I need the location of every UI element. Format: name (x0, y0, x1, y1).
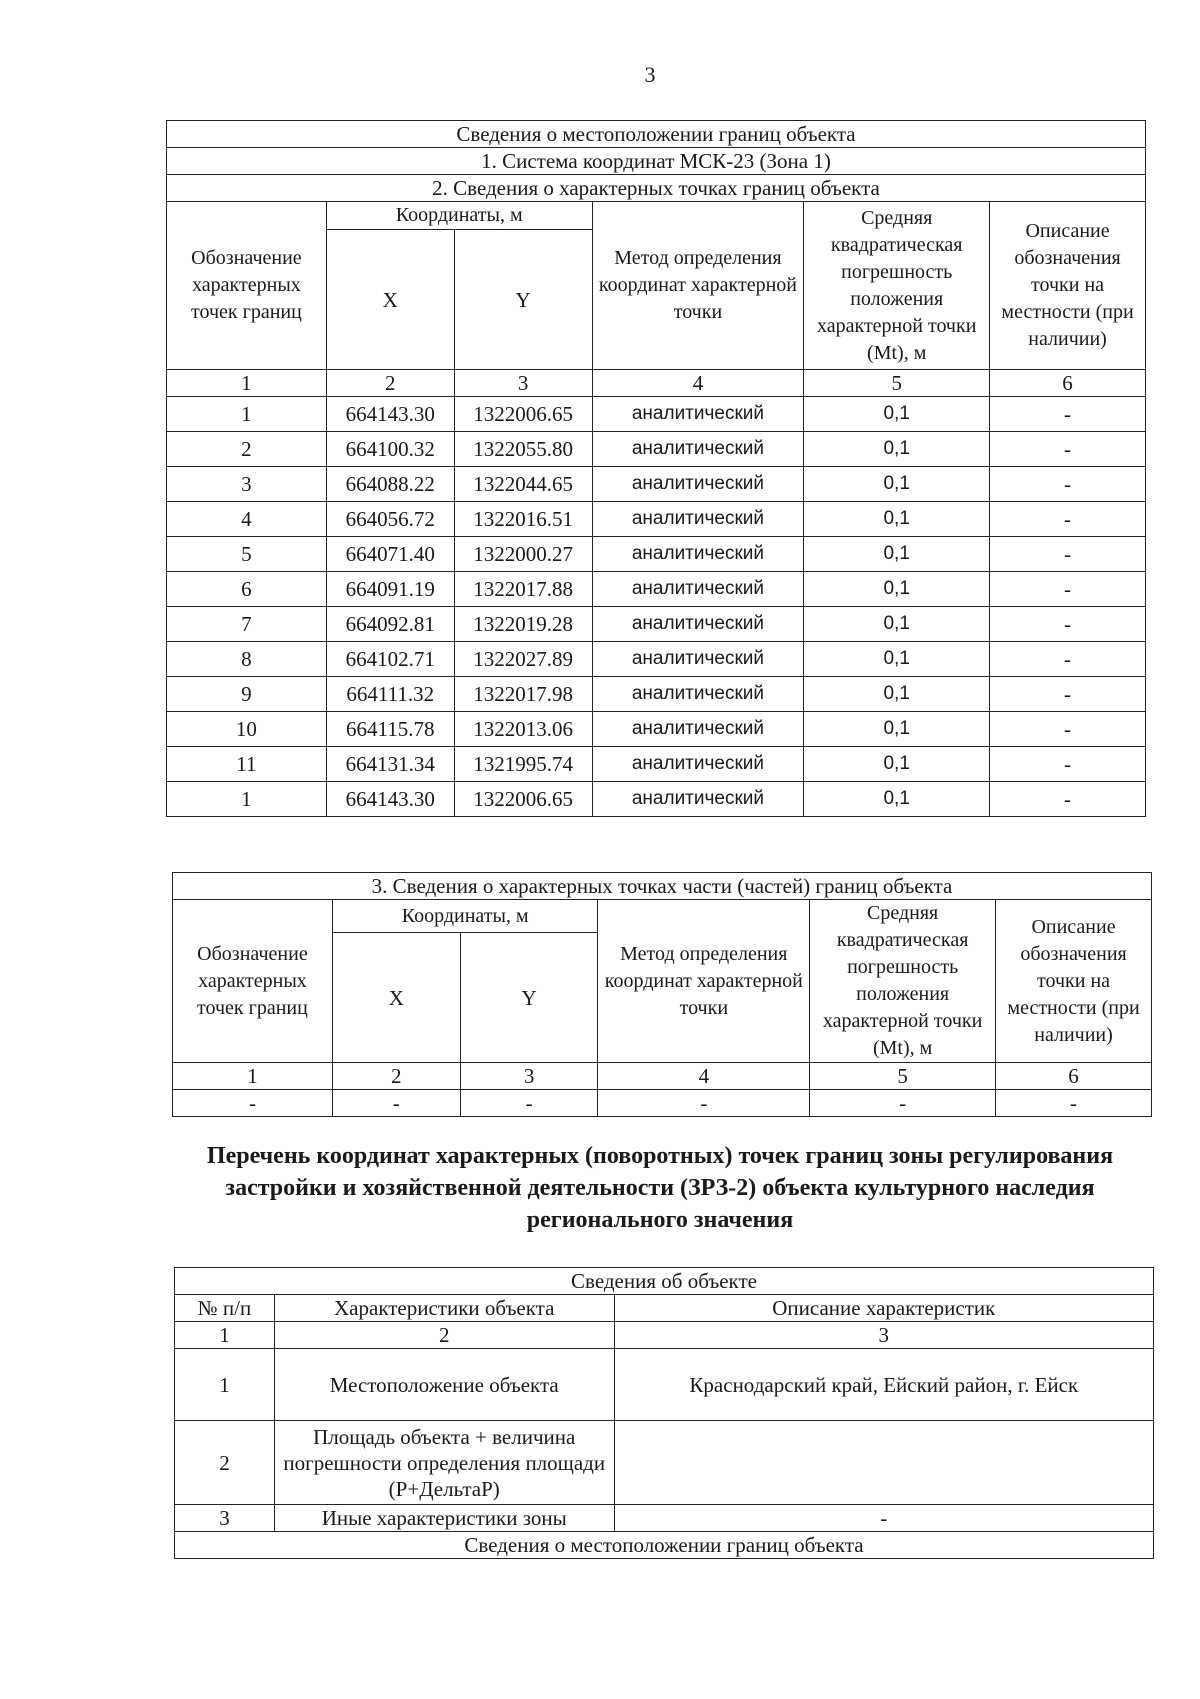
method: аналитический (592, 537, 804, 572)
table-cell: - (173, 1090, 333, 1117)
method: аналитический (592, 397, 804, 432)
col-number: 1 (175, 1322, 275, 1349)
col-number: 3 (454, 370, 592, 397)
point-number: 8 (167, 642, 327, 677)
col-number: 1 (167, 370, 327, 397)
document-heading: Перечень координат характерных (поворотных) точек границ зоны регулирования застройки и хозяйственной деятельности (ЗРЗ-2) объекта культурного наследия регионального значения (206, 1143, 1114, 1233)
table-row (167, 572, 1146, 607)
row-description: Краснодарский край, Ейский район, г. Ейск (614, 1349, 1153, 1421)
header-coordinates: Координаты, м (326, 202, 592, 230)
table-footer: Сведения о местоположении границ объекта (175, 1532, 1154, 1559)
table-row (167, 432, 1146, 467)
col-number: 4 (592, 370, 804, 397)
description: - (990, 642, 1146, 677)
x-coordinate: 664131.34 (326, 747, 454, 782)
method: аналитический (592, 712, 804, 747)
table-row (167, 712, 1146, 747)
header-characteristic: Характеристики объекта (274, 1295, 614, 1322)
description: - (990, 607, 1146, 642)
section-heading: 2. Сведения о характерных точках границ объекта (167, 175, 1146, 202)
row-description (614, 1421, 1153, 1505)
y-coordinate: 1321995.74 (454, 747, 592, 782)
x-coordinate: 664102.71 (326, 642, 454, 677)
header-x: X (326, 230, 454, 370)
description: - (990, 537, 1146, 572)
row-description: - (614, 1505, 1153, 1532)
point-number: 10 (167, 712, 327, 747)
y-coordinate: 1322055.80 (454, 432, 592, 467)
point-number: 1 (167, 782, 327, 817)
table-row (167, 397, 1146, 432)
header-x: X (332, 933, 460, 1063)
col-number: 4 (598, 1063, 810, 1090)
error-value: 0,1 (804, 397, 990, 432)
error-value: 0,1 (804, 747, 990, 782)
col-number: 6 (996, 1063, 1152, 1090)
point-number: 7 (167, 607, 327, 642)
col-number: 3 (460, 1063, 598, 1090)
header-description: Описание обозначения точки на местности (при наличии) (996, 900, 1152, 1063)
header-method: Метод определения координат характерной точки (592, 202, 804, 370)
y-coordinate: 1322044.65 (454, 467, 592, 502)
y-coordinate: 1322017.88 (454, 572, 592, 607)
header-y: Y (460, 933, 598, 1063)
table-row (167, 607, 1146, 642)
row-number: 2 (175, 1421, 275, 1505)
y-coordinate: 1322000.27 (454, 537, 592, 572)
page-number: 3 (644, 62, 656, 87)
method: аналитический (592, 642, 804, 677)
point-number: 3 (167, 467, 327, 502)
description: - (990, 747, 1146, 782)
method: аналитический (592, 782, 804, 817)
table-title: Сведения о местоположении границ объекта (167, 121, 1146, 148)
table-title: Сведения об объекте (175, 1268, 1154, 1295)
header-description: Описание обозначения точки на местности (при наличии) (990, 202, 1146, 370)
y-coordinate: 1322006.65 (454, 782, 592, 817)
x-coordinate: 664091.19 (326, 572, 454, 607)
x-coordinate: 664071.40 (326, 537, 454, 572)
table-row (167, 677, 1146, 712)
table-row (167, 502, 1146, 537)
point-number: 2 (167, 432, 327, 467)
error-value: 0,1 (804, 642, 990, 677)
method: аналитический (592, 747, 804, 782)
col-number: 5 (804, 370, 990, 397)
table-row (167, 467, 1146, 502)
y-coordinate: 1322017.98 (454, 677, 592, 712)
error-value: 0,1 (804, 537, 990, 572)
row-characteristic: Площадь объекта + величина погрешности определения площади (Р+ДельтаР) (274, 1421, 614, 1505)
col-number: 2 (332, 1063, 460, 1090)
point-number: 4 (167, 502, 327, 537)
point-number: 5 (167, 537, 327, 572)
row-number: 1 (175, 1349, 275, 1421)
boundary-points-table (166, 120, 1146, 817)
col-number: 1 (173, 1063, 333, 1090)
table-cell: - (810, 1090, 996, 1117)
header-error: Средняя квадратическая погрешность положения характерной точки (Mt), м (810, 900, 996, 1063)
table-cell: - (460, 1090, 598, 1117)
table-cell: - (332, 1090, 460, 1117)
error-value: 0,1 (804, 432, 990, 467)
col-number: 2 (326, 370, 454, 397)
method: аналитический (592, 467, 804, 502)
x-coordinate: 664115.78 (326, 712, 454, 747)
description: - (990, 397, 1146, 432)
table-cell: - (598, 1090, 810, 1117)
table-row (167, 747, 1146, 782)
part-boundary-points-table (172, 872, 1152, 1117)
error-value: 0,1 (804, 712, 990, 747)
header-num: № п/п (175, 1295, 275, 1322)
table-row (167, 782, 1146, 817)
point-number: 11 (167, 747, 327, 782)
description: - (990, 502, 1146, 537)
row-characteristic: Местоположение объекта (274, 1349, 614, 1421)
point-number: 6 (167, 572, 327, 607)
error-value: 0,1 (804, 502, 990, 537)
col-number: 5 (810, 1063, 996, 1090)
header-error: Средняя квадратическая погрешность положения характерной точки (Mt), м (804, 202, 990, 370)
x-coordinate: 664056.72 (326, 502, 454, 537)
point-number: 1 (167, 397, 327, 432)
description: - (990, 712, 1146, 747)
error-value: 0,1 (804, 782, 990, 817)
description: - (990, 572, 1146, 607)
x-coordinate: 664143.30 (326, 782, 454, 817)
object-info-table (174, 1267, 1154, 1559)
error-value: 0,1 (804, 467, 990, 502)
method: аналитический (592, 502, 804, 537)
col-number: 2 (274, 1322, 614, 1349)
x-coordinate: 664111.32 (326, 677, 454, 712)
y-coordinate: 1322016.51 (454, 502, 592, 537)
x-coordinate: 664092.81 (326, 607, 454, 642)
table-row (167, 642, 1146, 677)
row-characteristic: Иные характеристики зоны (274, 1505, 614, 1532)
error-value: 0,1 (804, 677, 990, 712)
coordinate-system: 1. Система координат МСК-23 (Зона 1) (167, 148, 1146, 175)
method: аналитический (592, 432, 804, 467)
row-number: 3 (175, 1505, 275, 1532)
col-number: 3 (614, 1322, 1153, 1349)
header-method: Метод определения координат характерной точки (598, 900, 810, 1063)
y-coordinate: 1322013.06 (454, 712, 592, 747)
section-heading: 3. Сведения о характерных точках части (частей) границ объекта (173, 873, 1152, 900)
x-coordinate: 664143.30 (326, 397, 454, 432)
y-coordinate: 1322019.28 (454, 607, 592, 642)
error-value: 0,1 (804, 572, 990, 607)
method: аналитический (592, 677, 804, 712)
description: - (990, 467, 1146, 502)
header-y: Y (454, 230, 592, 370)
y-coordinate: 1322006.65 (454, 397, 592, 432)
point-number: 9 (167, 677, 327, 712)
method: аналитический (592, 607, 804, 642)
description: - (990, 782, 1146, 817)
y-coordinate: 1322027.89 (454, 642, 592, 677)
header-coordinates: Координаты, м (332, 900, 598, 933)
header-designation: Обозначение характерных точек границ (167, 202, 327, 370)
description: - (990, 677, 1146, 712)
header-description: Описание характеристик (614, 1295, 1153, 1322)
x-coordinate: 664088.22 (326, 467, 454, 502)
description: - (990, 432, 1146, 467)
table-row (167, 537, 1146, 572)
x-coordinate: 664100.32 (326, 432, 454, 467)
table-cell: - (996, 1090, 1152, 1117)
col-number: 6 (990, 370, 1146, 397)
error-value: 0,1 (804, 607, 990, 642)
method: аналитический (592, 572, 804, 607)
header-designation: Обозначение характерных точек границ (173, 900, 333, 1063)
